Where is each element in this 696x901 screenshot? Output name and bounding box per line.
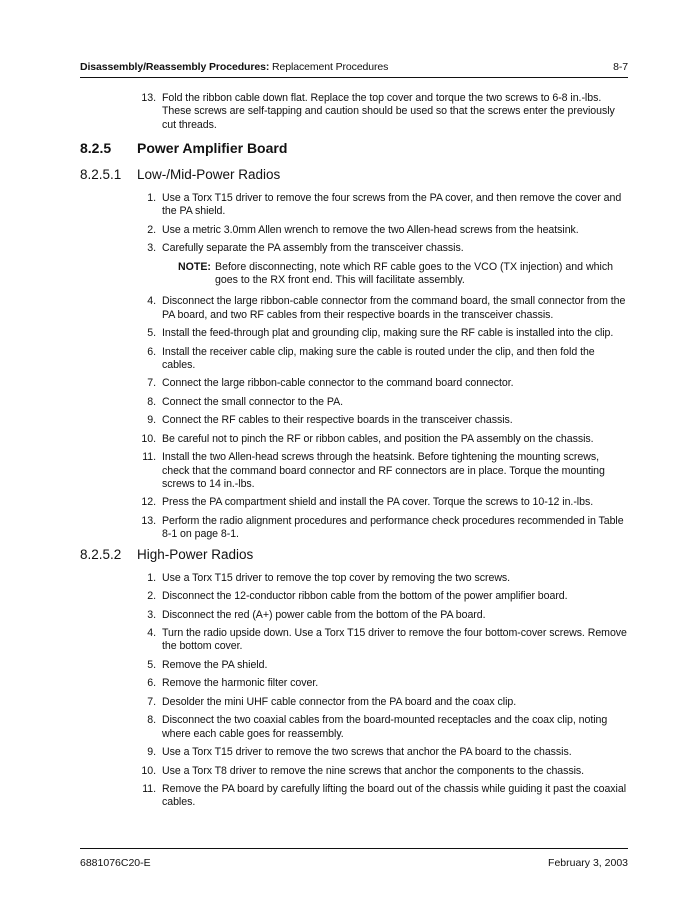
step-number: 3. bbox=[147, 608, 156, 621]
list-item bbox=[80, 295, 628, 322]
step-number: 6. bbox=[147, 677, 156, 690]
header-title: Disassembly/Reassembly Procedures: Replacement Procedures bbox=[80, 61, 389, 73]
step-number: 6. bbox=[147, 345, 156, 358]
step-text: Fold the ribbon cable down flat. Replace the top cover and torque the two screws to 6-8 in.-lbs. These screws are self-tapping and caution should be used so that the screws enter the previously cut threads. bbox=[162, 92, 615, 131]
step-number: 1. bbox=[147, 571, 156, 584]
list-item bbox=[80, 414, 628, 427]
step-text: Remove the PA shield. bbox=[162, 658, 268, 671]
subsection-title: Low-/Mid-Power Radios bbox=[137, 166, 281, 182]
step-number: 8. bbox=[147, 395, 156, 408]
step-text: Press the PA compartment shield and install the PA cover. Torque the screws to 10-12 in.-lbs. bbox=[162, 496, 594, 509]
step-text: Carefully separate the PA assembly from the transceiver chassis. bbox=[162, 242, 464, 255]
footer-doc-number: 6881076C20-E bbox=[80, 857, 151, 869]
step-number: 2. bbox=[147, 223, 156, 236]
list-item bbox=[80, 714, 628, 741]
list-item bbox=[80, 783, 628, 810]
list-item bbox=[80, 496, 628, 509]
step-number: 13. bbox=[141, 92, 156, 104]
step-text: Be careful not to pinch the RF or ribbon cables, and position the PA assembly on the chassis. bbox=[162, 432, 594, 445]
footer-date: February 3, 2003 bbox=[548, 857, 628, 869]
list-item bbox=[80, 609, 628, 622]
step-text: Disconnect the red (A+) power cable from the bottom of the PA board. bbox=[162, 608, 486, 621]
page-footer bbox=[80, 857, 628, 869]
step-list-low-mid-a bbox=[80, 192, 628, 256]
step-number: 10. bbox=[141, 432, 156, 445]
list-item bbox=[80, 572, 628, 585]
page-content bbox=[80, 92, 628, 815]
page-header bbox=[80, 61, 628, 73]
step-text: Use a Torx T8 driver to remove the nine screws that anchor the components to the chassis. bbox=[162, 764, 585, 777]
step-text: Use a Torx T15 driver to remove the top cover by removing the two screws. bbox=[162, 571, 511, 584]
list-item bbox=[80, 327, 628, 340]
list-item bbox=[80, 590, 628, 603]
step-number: 7. bbox=[147, 695, 156, 708]
list-item bbox=[80, 659, 628, 672]
note-text: Before disconnecting, note which RF cable goes to the VCO (TX injection) and which goes to the RX front end. This will facilitate assembly. bbox=[215, 260, 614, 286]
list-item bbox=[80, 346, 628, 373]
step-number: 9. bbox=[147, 414, 156, 427]
subsection-title: High-Power Radios bbox=[137, 546, 254, 562]
step-number: 8. bbox=[147, 714, 156, 727]
step-number: 13. bbox=[141, 514, 156, 527]
step-text: Use a Torx T15 driver to remove the two screws that anchor the PA board to the chassis. bbox=[162, 746, 572, 759]
step-text: Install the feed-through plat and grounding clip, making sure the RF cable is installed into the clip. bbox=[162, 327, 614, 340]
step-text: Disconnect the 12-conductor ribbon cable from the bottom of the power amplifier board. bbox=[162, 590, 568, 603]
list-item bbox=[80, 396, 628, 409]
step-text: Disconnect the large ribbon-cable connector from the command board, the small connector from the PA board, and two RF cables from their respective boards in the transceiver chassis. bbox=[162, 295, 626, 321]
step-number: 2. bbox=[147, 590, 156, 603]
step-text: Connect the large ribbon-cable connector to the command board connector. bbox=[162, 377, 514, 390]
step-number: 9. bbox=[147, 746, 156, 759]
subsection-number: 8.2.5.2 bbox=[80, 546, 122, 562]
section-number: 8.2.5 bbox=[80, 139, 112, 156]
header-section: Replacement Procedures bbox=[272, 61, 389, 73]
step-text: Use a metric 3.0mm Allen wrench to remove the two Allen-head screws from the heatsink. bbox=[162, 223, 579, 236]
list-item bbox=[80, 224, 628, 237]
step-number: 1. bbox=[147, 191, 156, 204]
footer-rule bbox=[80, 848, 628, 849]
step-number: 4. bbox=[147, 627, 156, 640]
list-item bbox=[80, 515, 628, 542]
step-number: 10. bbox=[141, 764, 156, 777]
header-page-number: 8-7 bbox=[613, 61, 628, 73]
step-text: Perform the radio alignment procedures and performance check procedures recommended in Table 8-1 on page 8-1. bbox=[162, 514, 624, 541]
list-item bbox=[80, 451, 628, 491]
section-title: Power Amplifier Board bbox=[137, 139, 288, 156]
step-text: Install the receiver cable clip, making sure the cable is routed under the clip, and then fold the cables. bbox=[162, 345, 595, 371]
list-item bbox=[80, 765, 628, 778]
step-text: Desolder the mini UHF cable connector from the PA board and the coax clip. bbox=[162, 695, 517, 708]
step-text: Remove the PA board by carefully lifting the board out of the chassis while guiding it past the coaxial cables. bbox=[162, 783, 626, 809]
list-item bbox=[80, 433, 628, 446]
step-text: Connect the small connector to the PA. bbox=[162, 395, 344, 408]
list-item bbox=[80, 192, 628, 219]
step-number: 11. bbox=[142, 783, 156, 795]
step-number: 11. bbox=[142, 451, 156, 464]
step-number: 7. bbox=[147, 377, 156, 390]
note-block bbox=[80, 261, 628, 288]
list-item bbox=[80, 242, 628, 255]
subsection-heading-low-mid bbox=[80, 167, 628, 183]
step-number: 3. bbox=[147, 242, 156, 255]
step-list-low-mid-b bbox=[80, 295, 628, 541]
list-item bbox=[80, 377, 628, 390]
step-text: Install the two Allen-head screws through the heatsink. Before tightening the mounting screws, check that the command board connector and RF connectors are in place. Torque the mounting screws to 14 in.-lbs. bbox=[162, 451, 605, 490]
list-item bbox=[80, 746, 628, 759]
step-number: 4. bbox=[147, 295, 156, 308]
step-number: 5. bbox=[147, 327, 156, 340]
step-text: Turn the radio upside down. Use a Torx T15 driver to remove the four bottom-cover screws. Remove the bottom cover. bbox=[162, 627, 627, 653]
header-chapter: Disassembly/Reassembly Procedures bbox=[80, 61, 266, 73]
list-item bbox=[80, 696, 628, 709]
subsection-number: 8.2.5.1 bbox=[80, 166, 122, 182]
step-text: Connect the RF cables to their respective boards in the transceiver chassis. bbox=[162, 414, 513, 427]
list-item bbox=[80, 92, 628, 132]
section-heading bbox=[80, 140, 628, 157]
step-text: Disconnect the two coaxial cables from the board-mounted receptacles and the coax clip, noting where each cable goes for reassembly. bbox=[162, 714, 608, 740]
note-label: NOTE: bbox=[178, 260, 211, 273]
step-list-high bbox=[80, 572, 628, 810]
step-text: Remove the harmonic filter cover. bbox=[162, 677, 319, 690]
step-number: 5. bbox=[147, 658, 156, 671]
subsection-heading-high bbox=[80, 547, 628, 563]
list-item bbox=[80, 677, 628, 690]
list-item bbox=[80, 627, 628, 654]
step-number: 12. bbox=[141, 496, 156, 509]
header-rule bbox=[80, 77, 628, 78]
step-text: Use a Torx T15 driver to remove the four screws from the PA cover, and then remove the cover and the PA shield. bbox=[162, 191, 622, 218]
